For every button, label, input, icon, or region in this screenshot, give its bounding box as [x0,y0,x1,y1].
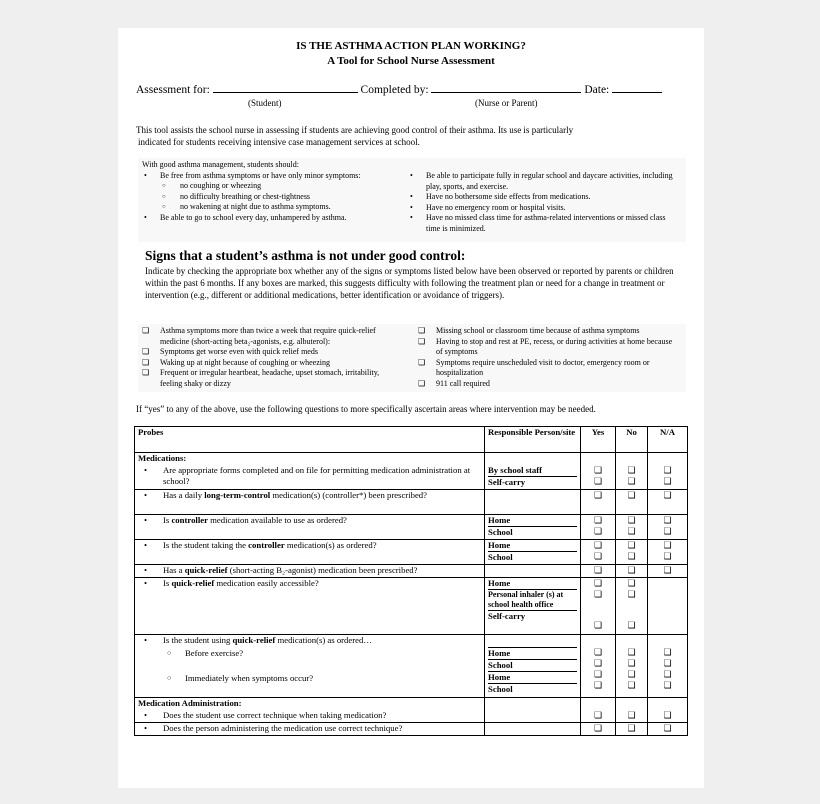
no-checkbox[interactable]: ❏ [627,680,636,690]
no-checkbox[interactable]: ❏ [627,465,636,475]
na-checkbox[interactable]: ❏ [663,669,672,679]
probe-controller-taken: • Is the student taking the controller medication(s) as ordered? [138,540,481,551]
resp-by-school-staff: By school staff [488,465,577,477]
yes-checkbox[interactable]: ❏ [593,565,603,575]
resp-school: School [488,527,513,537]
signs-right-list [418,326,680,389]
resp-school: School [488,552,513,562]
yes-checkbox[interactable]: ❏ [593,723,603,733]
resp-school: School [488,684,513,694]
sign-checkbox-item[interactable]: ❏ Having to stop and rest at PE, recess, or during activities at home because of symptoms [418,337,680,358]
na-checkbox[interactable]: ❏ [663,551,672,561]
section-medication-administration: Medication Administration: [135,698,485,711]
signs-paragraph: Indicate by checking the appropriate box whether any of the signs or symptoms listed below have been observed or reported by parents or children within the past 6 months. If any boxes are marked, this suggests difficulty with following the treatment plan or need for a change in treatment or intervention (e.g., different or additional medications, better identification or avoidance of triggers). [145,266,674,300]
signs-checklist-box [138,324,686,392]
probe-quick-relief-prescribed: • Has a quick-relief (short-acting B₂-agonist) medication been prescribed? [138,565,481,576]
table-row [135,578,688,635]
no-checkbox[interactable]: ❏ [627,589,636,599]
section-medications: Medications: [135,453,485,466]
na-checkbox[interactable]: ❏ [663,565,672,575]
nurse-parent-caption: (Nurse or Parent) [475,98,538,108]
list-item: • Have no missed class time for asthma-related interventions or missed class time is minimized. [408,213,680,234]
no-checkbox[interactable]: ❏ [627,476,636,486]
yes-checkbox[interactable]: ❏ [593,490,603,500]
resp-home: Home [488,515,577,527]
completed-by-field[interactable] [431,83,581,93]
probe-before-exercise: ○ Before exercise? [138,648,481,659]
assessment-for-field[interactable] [213,83,358,93]
document-page [118,28,704,788]
probe-student-technique: • Does the student use correct technique when taking medication? [138,710,481,721]
na-checkbox[interactable]: ❏ [663,647,672,657]
na-checkbox[interactable]: ❏ [663,540,672,550]
list-item: • Be able to go to school every day, unhampered by asthma. [142,213,392,224]
list-item: • Have no emergency room or hospital visits. [408,203,680,214]
no-checkbox[interactable]: ❏ [627,658,636,668]
resp-personal-inhaler: Personal inhaler (s) at school health office [488,590,577,611]
table-row [135,465,688,490]
probe-long-term-control: • Has a daily long-term-control medication(s) (controller*) been prescribed? [138,490,481,501]
date-label: Date: [584,84,610,96]
sign-checkbox-item[interactable]: ❏ Frequent or irregular heartbeat, headache, upset stomach, irritability, feeling shaky or dizzy [142,368,400,389]
student-caption: (Student) [248,98,282,108]
document-title: IS THE ASTHMA ACTION PLAN WORKING? [296,40,526,52]
na-checkbox[interactable]: ❏ [663,465,672,475]
table-row [135,710,688,723]
resp-school: School [488,660,577,672]
probes-table [134,426,688,736]
good-management-left-list [142,171,392,224]
header-na: N/A [648,427,688,453]
header-responsible: Responsible Person/site [485,427,581,453]
no-checkbox[interactable]: ❏ [627,669,636,679]
yes-checkbox[interactable]: ❏ [593,680,603,690]
intro-line-2: indicated for students receiving intensive case management services at school. [138,137,420,147]
resp-self-carry: Self-carry [488,477,526,487]
no-checkbox[interactable]: ❏ [627,551,636,561]
table-row [135,515,688,540]
assessment-for-label: Assessment for: [136,84,210,96]
yes-checkbox[interactable]: ❏ [593,620,603,630]
table-row [135,723,688,736]
yes-checkbox[interactable]: ❏ [593,658,603,668]
sign-checkbox-item[interactable]: ❏ Missing school or classroom time because of asthma symptoms [418,326,680,337]
no-checkbox[interactable]: ❏ [627,515,636,525]
na-checkbox[interactable]: ❏ [663,710,672,720]
table-row [135,635,688,698]
resp-home: Home [488,647,577,660]
sign-checkbox-item[interactable]: ❏ Symptoms get worse even with quick relief meds [142,347,400,358]
yes-checkbox[interactable]: ❏ [593,589,603,599]
good-management-heading: With good asthma management, students should: [142,160,299,169]
table-header-row [135,427,688,453]
resp-home: Home [488,672,577,684]
resp-self-carry: Self-carry [488,611,526,621]
sign-checkbox-item[interactable]: ❏ Symptoms require unscheduled visit to doctor, emergency room or hospitalization [418,358,680,379]
yes-checkbox[interactable]: ❏ [593,551,603,561]
header-no: No [616,427,648,453]
intro-line-1: This tool assists the school nurse in assessing if students are achieving good control of their asthma. Its use is particularly [136,125,574,135]
no-checkbox[interactable]: ❏ [627,565,636,575]
no-checkbox[interactable]: ❏ [627,490,636,500]
completed-by-label: Completed by: [360,84,429,96]
table-row [135,698,688,711]
list-item: • Be able to participate fully in regular school and daycare activities, including play, sports, and exercise. [408,171,680,192]
sign-checkbox-item[interactable]: ❏ 911 call required [418,379,680,390]
header-probes: Probes [135,427,485,453]
na-checkbox[interactable]: ❏ [663,723,672,733]
resp-home: Home [488,540,577,552]
na-checkbox[interactable]: ❏ [663,658,672,668]
assessment-for [136,83,662,96]
probe-administrator-technique: • Does the person administering the medication use correct technique? [138,723,481,734]
na-checkbox[interactable]: ❏ [663,476,672,486]
list-item: • Have no bothersome side effects from medications. [408,192,680,203]
sign-checkbox-item[interactable]: ❏ Asthma symptoms more than twice a week that require quick-relief medicine (short-acting beta₂-agonists, e.g. albuterol): [142,326,400,347]
header-yes: Yes [581,427,616,453]
na-checkbox[interactable]: ❏ [663,515,672,525]
na-checkbox[interactable]: ❏ [663,490,672,500]
signs-left-list [142,326,400,389]
no-checkbox[interactable]: ❏ [627,647,636,657]
list-item: ○ no difficulty breathing or chest-tightness [142,192,392,203]
na-checkbox[interactable]: ❏ [663,526,672,536]
no-checkbox[interactable]: ❏ [627,620,636,630]
sign-checkbox-item[interactable]: ❏ Waking up at night because of coughing or wheezing [142,358,400,369]
table-row [135,453,688,466]
yes-checkbox[interactable]: ❏ [593,476,603,486]
probe-quick-relief-using: • Is the student using quick-relief medication(s) as ordered… [138,635,481,646]
yes-checkbox[interactable]: ❏ [593,578,603,588]
no-checkbox[interactable]: ❏ [627,578,636,588]
na-checkbox[interactable]: ❏ [663,680,672,690]
yes-checkbox[interactable]: ❏ [593,647,603,657]
no-checkbox[interactable]: ❏ [627,526,636,536]
yes-checkbox[interactable]: ❏ [593,669,603,679]
probe-when-symptoms: ○ Immediately when symptoms occur? [138,673,481,684]
yes-checkbox[interactable]: ❏ [593,540,603,550]
document-subtitle: A Tool for School Nurse Assessment [327,55,495,67]
list-item: ○ no wakening at night due to asthma symptoms. [142,202,392,213]
no-checkbox[interactable]: ❏ [627,710,636,720]
if-yes-instruction: If “yes” to any of the above, use the following questions to more specifically ascertain areas where intervention may be needed. [136,404,596,414]
yes-checkbox[interactable]: ❏ [593,465,603,475]
no-checkbox[interactable]: ❏ [627,723,636,733]
good-management-box [138,158,686,242]
table-row [135,565,688,578]
yes-checkbox[interactable]: ❏ [593,515,603,525]
yes-checkbox[interactable]: ❏ [593,710,603,720]
good-management-right-list [408,171,680,234]
table-row [135,540,688,565]
probe-forms: • Are appropriate forms completed and on file for permitting medication administration at school? [138,465,481,487]
no-checkbox[interactable]: ❏ [627,540,636,550]
signs-heading: Signs that a student’s asthma is not under good control: [145,248,466,263]
list-item: ○ no coughing or wheezing [142,181,392,192]
probe-quick-relief-accessible: • Is quick-relief medication easily accessible? [138,578,481,589]
probe-controller-available: • Is controller medication available to use as ordered? [138,515,481,526]
table-row [135,490,688,515]
date-field[interactable] [612,83,662,93]
yes-checkbox[interactable]: ❏ [593,526,603,536]
resp-home: Home [488,578,577,590]
list-item: • Be free from asthma symptoms or have only minor symptoms: [142,171,370,182]
